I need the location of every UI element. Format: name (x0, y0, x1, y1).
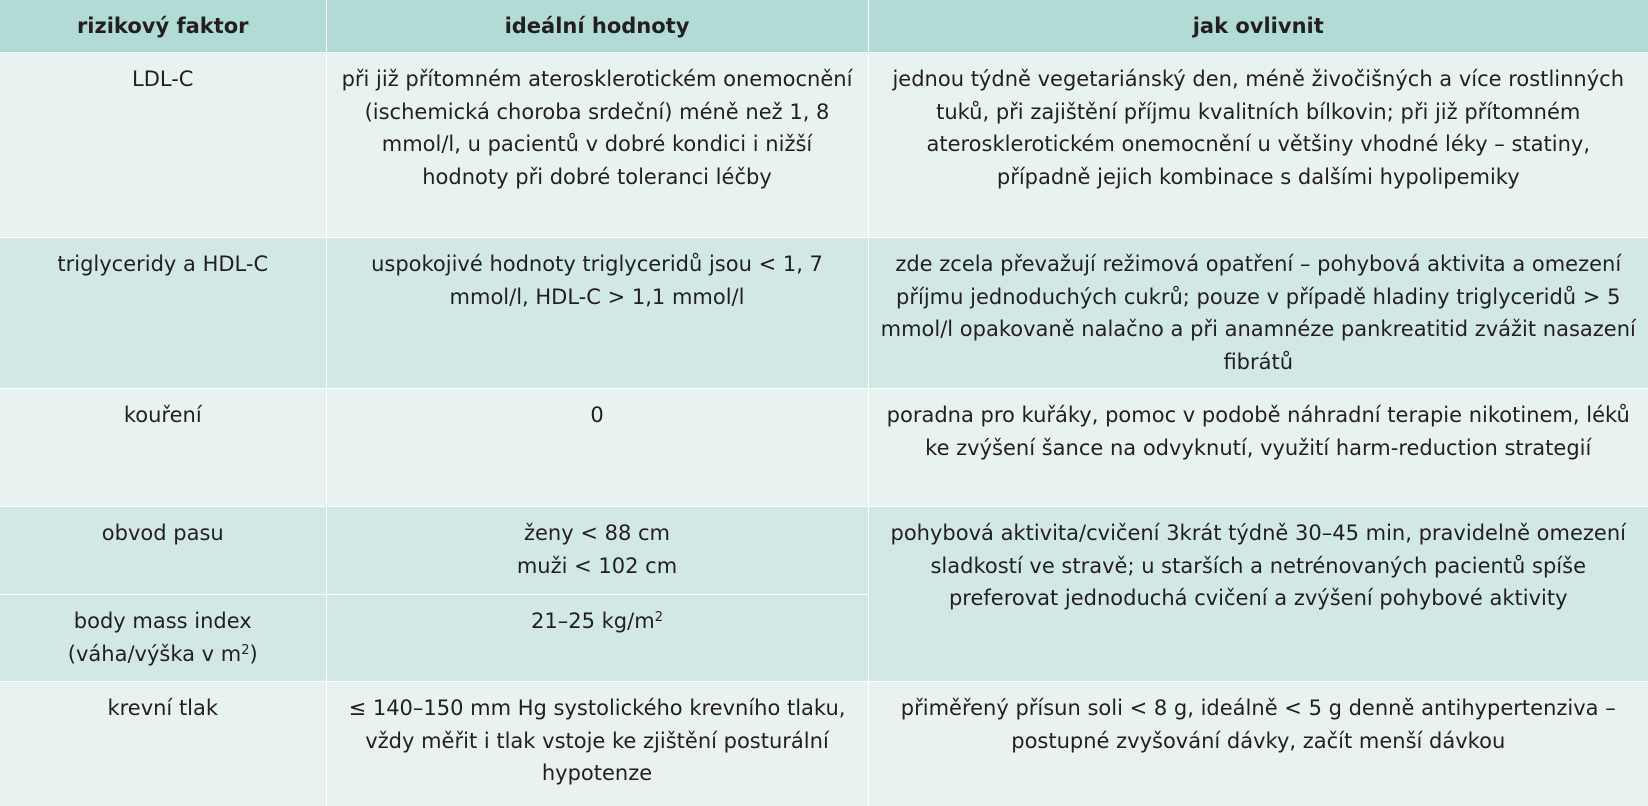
table-row (0, 53, 1648, 238)
factor-text: (váha/výška v m (68, 642, 241, 666)
cell-risk-factor: LDL-C (0, 53, 326, 238)
factor-text-end: ) (250, 642, 258, 666)
cell-ideal-values: uspokojivé hodnoty triglyceridů jsou < 1, 7 mmol/l, HDL-C > 1,1 mmol/l (326, 238, 868, 389)
table-row (0, 389, 1648, 507)
cell-risk-factor (0, 595, 326, 682)
table-row (0, 682, 1648, 806)
cell-how-to-influence: přiměřený přísun soli < 8 g, ideálně < 5 g denně antihypertenziva – postupné zvyšování dávky, začít menší dávkou (868, 682, 1648, 806)
cell-ideal-values: ≤ 140–150 mm Hg systolického krevního tlaku, vždy měřit i tlak vstoje ke zjištění posturální hypotenze (326, 682, 868, 806)
table-header-row (0, 0, 1648, 53)
cell-risk-factor: kouření (0, 389, 326, 507)
ideal-value-line: ženy < 88 cm (337, 517, 858, 550)
factor-line (10, 638, 316, 671)
cell-how-to-influence: zde zcela převažují režimová opatření – pohybová aktivita a omezení příjmu jednoduchých cukrů; pouze v případě hladiny triglyceridů > 5 mmol/l opakovaně nalačno a při anamnéze pankreatitid zvážit nasazení fibrátů (868, 238, 1648, 389)
ideal-value-line: muži < 102 cm (337, 550, 858, 583)
header-how-to-influence: jak ovlivnit (868, 0, 1648, 53)
cell-risk-factor: krevní tlak (0, 682, 326, 806)
table-row (0, 507, 1648, 595)
cell-how-to-influence: pohybová aktivita/cvičení 3krát týdně 30–45 min, pravidelně omezení sladkostí ve stravě; u starších a netrénovaných pacientů spíše preferovat jednoduchá cvičení a zvýšení pohybové aktivity (868, 507, 1648, 682)
ideal-value-text: 21–25 kg/m (531, 609, 655, 633)
cell-risk-factor: obvod pasu (0, 507, 326, 595)
cell-risk-factor: triglyceridy a HDL-C (0, 238, 326, 389)
header-ideal-values: ideální hodnoty (326, 0, 868, 53)
cell-ideal-values (326, 595, 868, 682)
cell-how-to-influence: jednou týdně vegetariánský den, méně živočišných a více rostlinných tuků, při zajištění příjmu kvalitních bílkovin; při již přítomném aterosklerotickém onemocnění u většiny vhodné léky – statiny, případně jejich kombinace s dalšími hypolipemiky (868, 53, 1648, 238)
table-row (0, 238, 1648, 389)
factor-line: body mass index (10, 605, 316, 638)
superscript: 2 (241, 643, 249, 658)
header-risk-factor: rizikový faktor (0, 0, 326, 53)
cell-ideal-values (326, 507, 868, 595)
cell-how-to-influence: poradna pro kuřáky, pomoc v podobě náhradní terapie nikotinem, léků ke zvýšení šance na odvyknutí, využití harm-reduction strategií (868, 389, 1648, 507)
cell-ideal-values: při již přítomném aterosklerotickém onemocnění (ischemická choroba srdeční) méně než 1, 8 mmol/l, u pacientů v dobré kondici i nižší hodnoty při dobré toleranci léčby (326, 53, 868, 238)
cell-ideal-values: 0 (326, 389, 868, 507)
superscript: 2 (655, 610, 663, 625)
